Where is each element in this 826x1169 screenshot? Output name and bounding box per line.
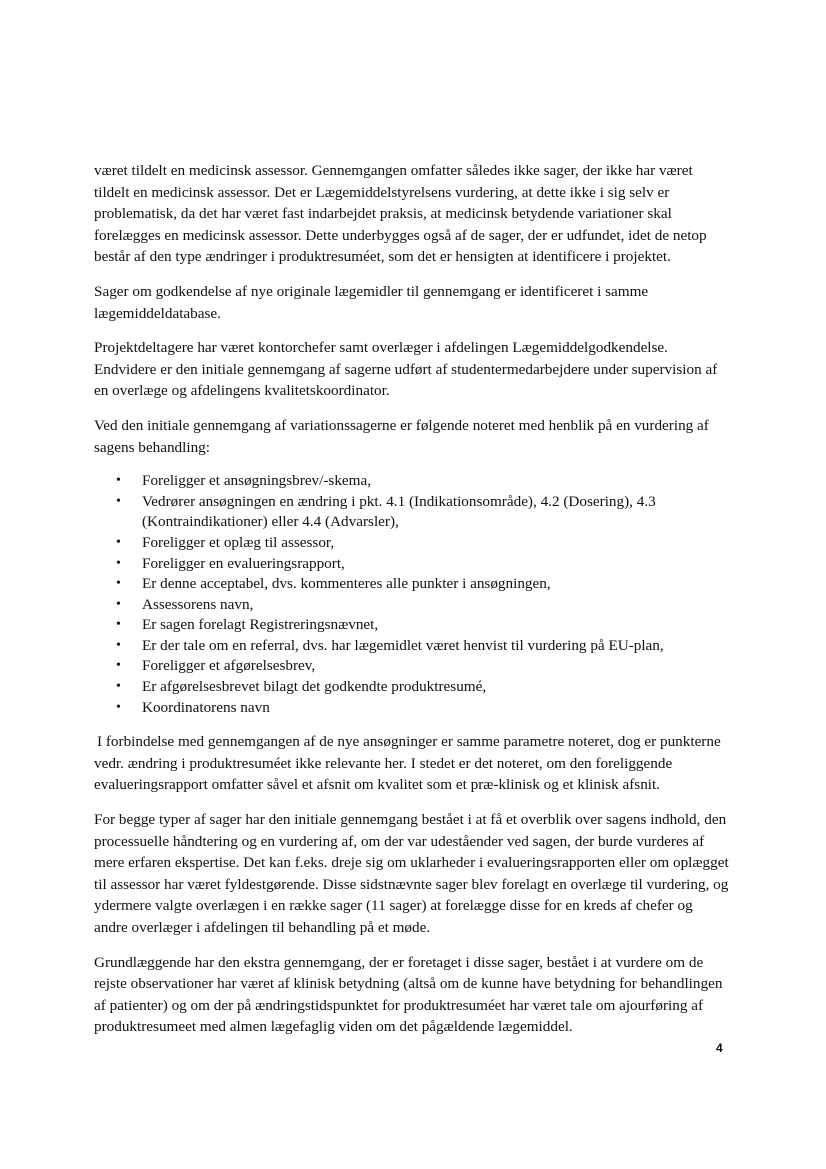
criteria-list <box>94 471 730 718</box>
list-item: • Foreligger et ansøgningsbrev/-skema, <box>94 471 730 492</box>
paragraph-4: Ved den initiale gennemgang af variationssagerne er følgende noteret med henblik på en vurdering af sagens behandling: <box>94 416 709 456</box>
paragraph-7: Grundlæggende har den ekstra gennemgang, der er foretaget i disse sager, bestået i at vurdere om de rejste observationer har været af klinisk betydning (altså om de kunne have betydning for behandlingen af patienter) og om der på ændringstidspunktet for produktresuméet har været tale om ajourføring af produktresumeet med almen lægefaglig viden om det pågældende lægemiddel. <box>94 953 723 1036</box>
paragraph-6: For begge typer af sager har den initiale gennemgang bestået i at få et overblik over sagens indhold, den processuelle håndtering og en vurdering af, om der var udeståender ved sagen, der burde vurderes af mere erfaren ekspertise. Det kan f.eks. dreje sig om uklarheder i evalueringsrapporten eller om oplægget til assessor har været fyldestgørende. Disse sidstnævnte sager blev forelagt en overlæge til vurdering, og ydermere valgte overlægen i en række sager (11 sager) at forelægge disse for en kreds af chefer og andre overlæger i afdelingen til behandling på et møde. <box>94 811 729 936</box>
paragraph-2: Sager om godkendelse af nye originale lægemidler til gennemgang er identificeret i samme lægemiddeldatabase. <box>94 282 649 322</box>
list-item: • Koordinatorens navn <box>94 698 730 719</box>
paragraph-3: Projektdeltagere har været kontorchefer samt overlæger i afdelingen Lægemiddelgodkendelse. Endvidere er den initiale gennemgang af sagerne udført af studentermedarbejdere under supervision af en overlæge og afdelingens kvalitetskoordinator. <box>94 339 718 400</box>
list-item: • Foreligger en evalueringsrapport, <box>94 554 730 575</box>
list-item: • Er afgørelsesbrevet bilagt det godkendte produktresumé, <box>94 677 730 698</box>
list-item: • Foreligger et afgørelsesbrev, <box>94 656 730 677</box>
list-item: • Foreligger et oplæg til assessor, <box>94 533 730 554</box>
page-number: 4 <box>716 1041 723 1055</box>
list-item: • Er sagen forelagt Registreringsnævnet, <box>94 615 730 636</box>
list-item: • Er der tale om en referral, dvs. har lægemidlet været henvist til vurdering på EU-plan, <box>94 636 730 657</box>
list-item: • Er denne acceptabel, dvs. kommenteres alle punkter i ansøgningen, <box>94 574 730 595</box>
paragraph-1: været tildelt en medicinsk assessor. Gennemgangen omfatter således ikke sager, der ikke har været tildelt en medicinsk assessor. Det er Lægemiddelstyrelsens vurdering, at dette ikke i sig selv er problematisk, da det har været fast indarbejdet praksis, at medicinsk betydende variationer skal forelægges en medicinsk assessor. Dette underbygges også af de sager, der er udfundet, idet de netop består af den type ændringer i produktresuméet, som det er hensigten at identificere i projektet. <box>94 162 707 266</box>
list-item: • Assessorens navn, <box>94 595 730 616</box>
body-text <box>94 160 730 1051</box>
list-item: • Vedrører ansøgningen en ændring i pkt. 4.1 (Indikationsområde), 4.2 (Dosering), 4.3 (Kontraindikationer) eller 4.4 (Advarsler), <box>94 492 730 533</box>
paragraph-5: I forbindelse med gennemgangen af de nye ansøgninger er samme parametre noteret, dog er punkterne vedr. ændring i produktresuméet ikke relevante her. I stedet er det noteret, om den foreliggende evalueringsrapport omfatter såvel et afsnit om kvalitet som et præ-klinisk og et klinisk afsnit. <box>94 733 721 794</box>
